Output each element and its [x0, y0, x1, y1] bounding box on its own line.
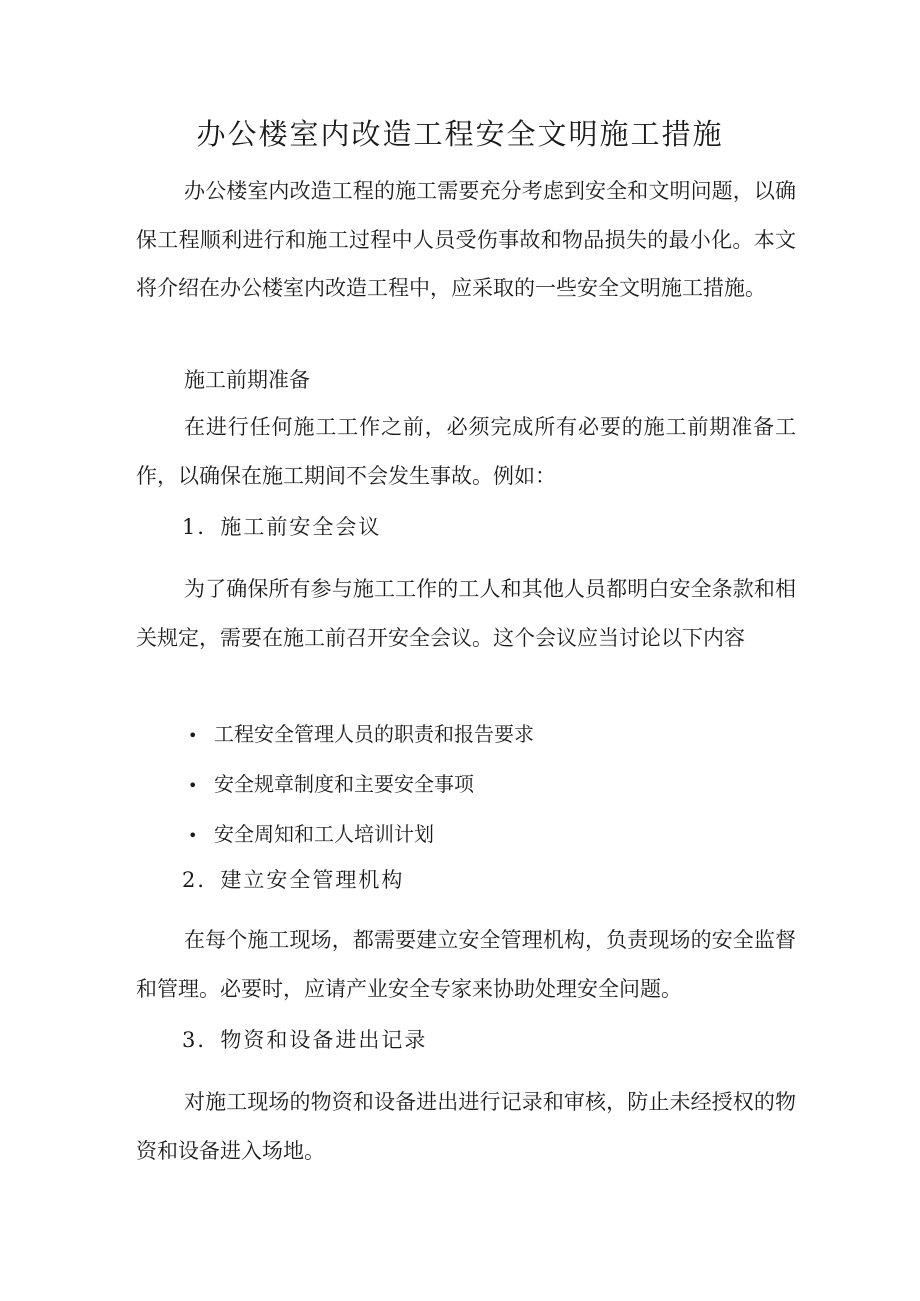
bullet-text: 安全规章制度和主要安全事项 — [214, 772, 474, 796]
list-item — [188, 810, 534, 860]
item1-paragraph: 为了确保所有参与施工工作的工人和其他人员都明白安全条款和相关规定，需要在施工前召开安全会议。这个会议应当讨论以下内容 — [136, 577, 796, 650]
bullet-text: 工程安全管理人员的职责和报告要求 — [214, 722, 534, 746]
section-heading: 施工前期准备 — [184, 368, 310, 392]
section-intro-paragraph: 在进行任何施工工作之前，必须完成所有必要的施工前期准备工作，以确保在施工期间不会发生事故。例如： — [136, 415, 796, 488]
bullet-icon: • — [188, 826, 198, 845]
item2-heading: 2．建立安全管理机构 — [182, 868, 405, 892]
item1-heading: 1．施工前安全会议 — [182, 515, 382, 539]
list-item — [188, 710, 534, 760]
item3-heading: 3．物资和设备进出记录 — [182, 1028, 428, 1052]
item2-paragraph: 在每个施工现场，都需要建立安全管理机构，负责现场的安全监督和管理。必要时，应请产业安全专家来协助处理安全问题。 — [136, 928, 796, 1001]
list-item — [188, 760, 534, 810]
bullet-icon: • — [188, 726, 198, 745]
bullet-text: 安全周知和工人培训计划 — [214, 822, 434, 846]
bullet-icon: • — [188, 776, 198, 795]
bullet-list — [188, 710, 534, 860]
intro-paragraph: 办公楼室内改造工程的施工需要充分考虑到安全和文明问题，以确保工程顺利进行和施工过程中人员受伤事故和物品损失的最小化。本文将介绍在办公楼室内改造工程中，应采取的一些安全文明施工措施。 — [136, 179, 796, 300]
item3-paragraph: 对施工现场的物资和设备进出进行记录和审核，防止未经授权的物资和设备进入场地。 — [136, 1090, 796, 1163]
document-title: 办公楼室内改造工程安全文明施工措施 — [196, 117, 724, 151]
